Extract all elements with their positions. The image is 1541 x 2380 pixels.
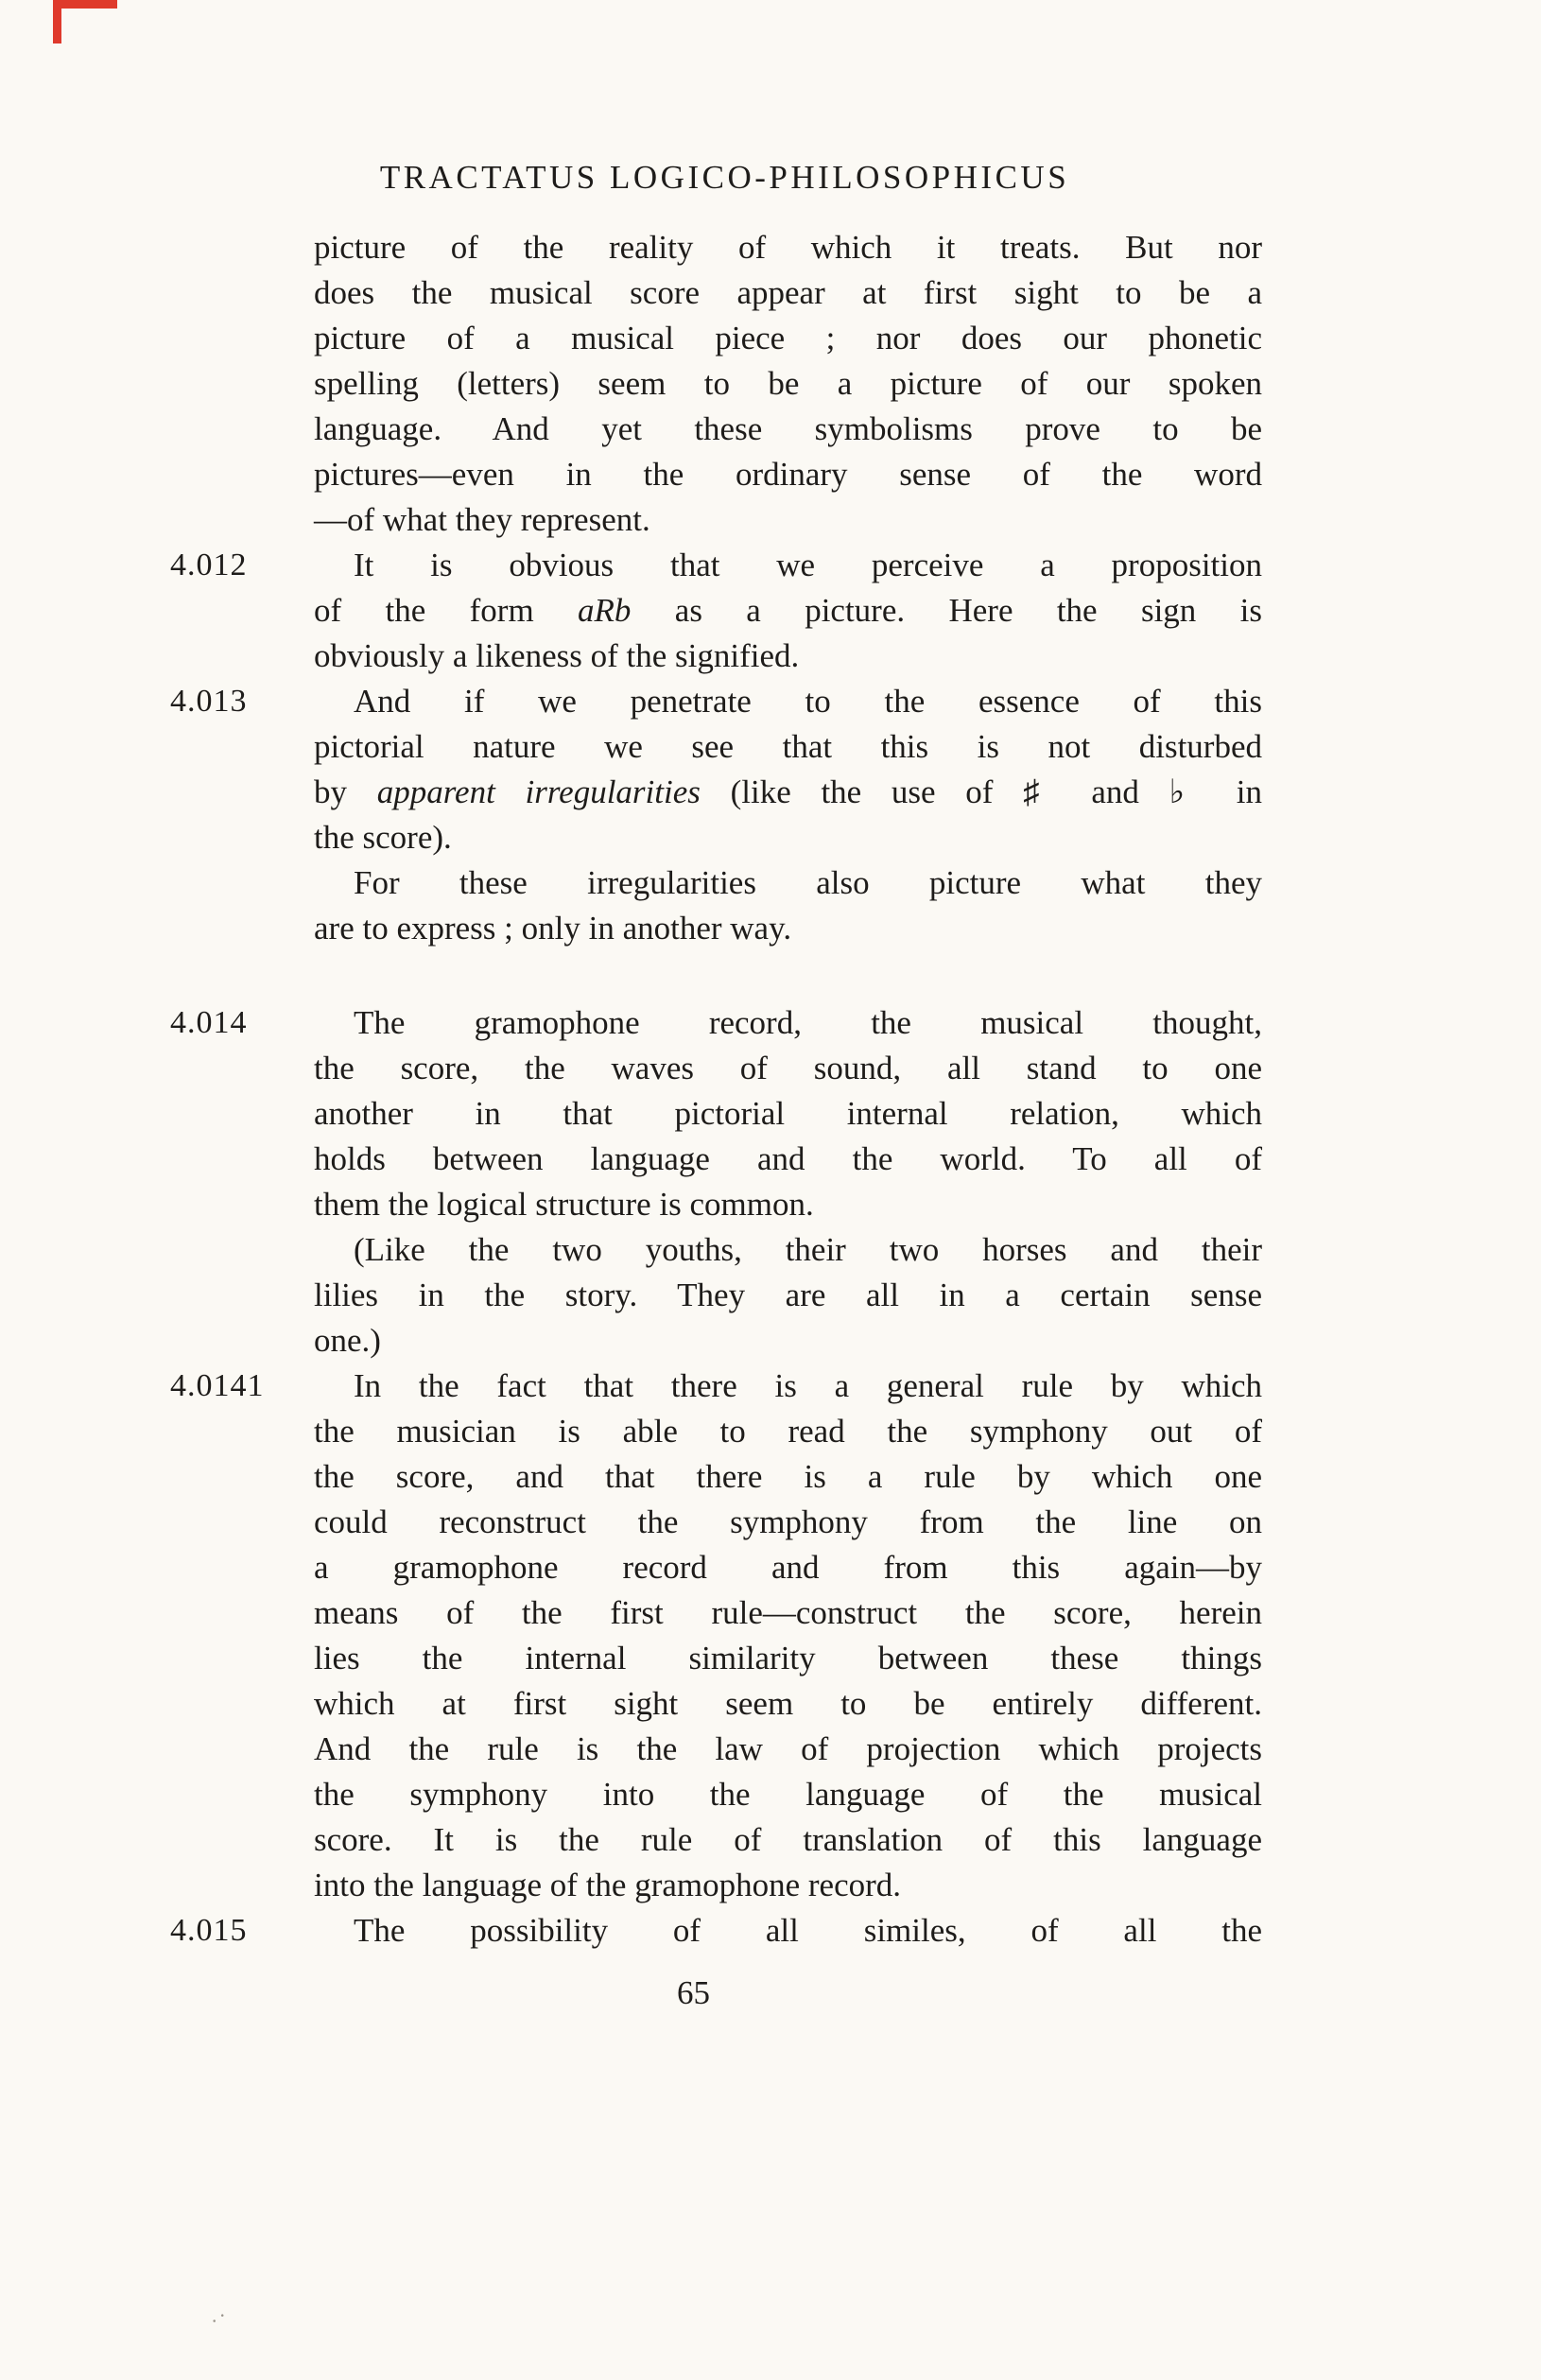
- section-4.013: [170, 679, 1262, 860]
- text-line: [314, 1454, 1262, 1500]
- text-run: lilies in the story. They are all in a certain sense: [314, 1277, 1262, 1313]
- text-run: them the logical structure is common.: [314, 1186, 814, 1223]
- text-line: [314, 225, 1262, 270]
- text-line: [314, 1817, 1262, 1863]
- scan-artifact-top-edge: [59, 0, 117, 9]
- text-run: (like the use of ♯ and ♭ in: [700, 773, 1262, 810]
- text-line: [314, 497, 1262, 543]
- text-run: the musician is able to read the symphony out of: [314, 1413, 1262, 1450]
- text-run: the score, and that there is a rule by which one: [314, 1458, 1262, 1495]
- text-run: as a picture. Here the sign is: [631, 592, 1262, 629]
- text-line: [314, 1409, 1262, 1454]
- text-line: [314, 452, 1262, 497]
- text-run: the score, the waves of sound, all stand to one: [314, 1050, 1262, 1086]
- text-line: [314, 407, 1262, 452]
- text-run: which at first sight seem to be entirely different.: [314, 1685, 1262, 1722]
- text-line: [314, 906, 1262, 951]
- text-line: [314, 1636, 1262, 1681]
- text-run: language. And yet these symbolisms prove to be: [314, 410, 1262, 447]
- text-line: [314, 634, 1262, 679]
- text-run: by: [314, 773, 377, 810]
- text-run: a gramophone record and from this again—by: [314, 1549, 1262, 1586]
- text-run: pictorial nature we see that this is not disturbed: [314, 728, 1262, 765]
- text-line: [314, 1908, 1262, 1954]
- text-run: lies the internal similarity between these things: [314, 1640, 1262, 1676]
- text-run: holds between language and the world. To all of: [314, 1140, 1262, 1177]
- section-number: 4.013: [170, 684, 248, 719]
- text-line: [314, 1500, 1262, 1545]
- text-line: [314, 1137, 1262, 1182]
- text-line: [314, 270, 1262, 316]
- text-run: means of the first rule—construct the score, herein: [314, 1594, 1262, 1631]
- body-text: [170, 225, 1262, 1954]
- section-4.012: [170, 543, 1262, 679]
- text-line: [314, 815, 1262, 860]
- text-line: [314, 724, 1262, 770]
- text-run: For these irregularities also picture what they: [354, 864, 1262, 901]
- text-line: [314, 1545, 1262, 1590]
- text-line: [314, 1046, 1262, 1091]
- text-line: [314, 770, 1262, 815]
- text-run: spelling (letters) seem to be a picture of our spoken: [314, 365, 1262, 402]
- section-number: 4.014: [170, 1005, 248, 1040]
- text-run: the score).: [314, 819, 452, 856]
- text-run: picture of the reality of which it treats. But nor: [314, 229, 1262, 266]
- section-4.014: [170, 1000, 1262, 1227]
- text-line: [314, 860, 1262, 906]
- text-run: another in that pictorial internal relation, which: [314, 1095, 1262, 1132]
- text-line: [314, 1273, 1262, 1318]
- text-run: into the language of the gramophone record.: [314, 1867, 902, 1903]
- text-line: [314, 1227, 1262, 1273]
- italic-text: apparent irregularities: [376, 773, 701, 810]
- text-line: [314, 588, 1262, 634]
- text-run: obviously a likeness of the signified.: [314, 637, 800, 674]
- page-content: [170, 159, 1262, 2012]
- text-line: [314, 1863, 1262, 1908]
- paragraph: [314, 1227, 1262, 1364]
- text-run: score. It is the rule of translation of this language: [314, 1821, 1262, 1858]
- section-number: 4.015: [170, 1913, 248, 1948]
- text-line: [314, 679, 1262, 724]
- text-line: [314, 1091, 1262, 1137]
- text-run: The gramophone record, the musical thought,: [354, 1004, 1262, 1041]
- text-run: (Like the two youths, their two horses and their: [354, 1231, 1262, 1268]
- text-line: [314, 1318, 1262, 1364]
- text-line: [314, 1182, 1262, 1227]
- text-run: pictures—even in the ordinary sense of the word: [314, 456, 1262, 493]
- italic-text: aRb: [578, 592, 632, 629]
- text-line: [314, 361, 1262, 407]
- text-run: of the form: [314, 592, 579, 629]
- text-run: one.): [314, 1322, 381, 1359]
- text-run: The possibility of all similes, of all the: [354, 1912, 1262, 1949]
- text-line: [314, 1727, 1262, 1772]
- section-number: 4.0141: [170, 1368, 265, 1403]
- text-run: could reconstruct the symphony from the line on: [314, 1503, 1262, 1540]
- page-number: 65: [677, 1974, 710, 2011]
- running-head: TRACTATUS LOGICO-PHILOSOPHICUS: [379, 159, 1070, 196]
- text-run: It is obvious that we perceive a proposition: [354, 547, 1262, 583]
- scan-artifact-left-edge: [53, 0, 61, 43]
- text-line: [314, 316, 1262, 361]
- text-line: [314, 1000, 1262, 1046]
- text-run: In the fact that there is a general rule by which: [354, 1367, 1262, 1404]
- text-run: And if we penetrate to the essence of this: [354, 683, 1262, 720]
- text-run: picture of a musical piece ; nor does our phonetic: [314, 320, 1262, 356]
- text-line: [314, 1590, 1262, 1636]
- text-run: the symphony into the language of the musical: [314, 1776, 1262, 1813]
- text-run: —of what they represent.: [314, 501, 650, 538]
- paragraph: [314, 225, 1262, 543]
- text-line: [314, 1772, 1262, 1817]
- text-line: [314, 1364, 1262, 1409]
- section-4.0141: [170, 1364, 1262, 1908]
- paragraph: [314, 860, 1262, 951]
- section-4.015: [170, 1908, 1262, 1954]
- text-run: And the rule is the law of projection which projects: [314, 1730, 1262, 1767]
- text-run: does the musical score appear at first sight to be a: [314, 274, 1262, 311]
- ink-speck: ··: [204, 2302, 234, 2333]
- text-line: [314, 543, 1262, 588]
- text-line: [314, 1681, 1262, 1727]
- text-run: are to express ; only in another way.: [314, 910, 792, 947]
- section-number: 4.012: [170, 547, 248, 582]
